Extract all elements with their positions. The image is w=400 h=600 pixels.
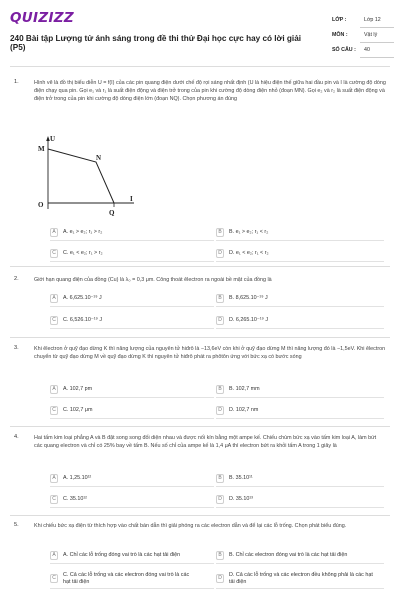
question-number: 3. [14,345,19,351]
option-key: D [216,574,224,583]
divider [50,306,214,307]
option-key: C [50,249,58,258]
option-text: C. 35.10¹² [63,496,87,502]
class-label: LỚP : [332,17,347,23]
divider [50,261,214,262]
divider [216,240,384,241]
option-key: A [50,385,58,394]
option-key: B [216,551,224,560]
divider [50,563,214,564]
count-value: 40 [364,47,370,53]
divider [50,486,214,487]
subject-value: Vật lý [364,32,378,38]
option-text: C. 102,7 μm [63,407,93,413]
y-axis-label: U [50,135,56,143]
page-title: 240 Bài tập Lượng tử ánh sáng trong đề thi thử Đại học cực hay có lời giải (P5) [10,34,302,52]
divider [216,261,384,262]
origin-label: O [38,201,44,209]
question-1 [10,79,390,269]
point-m-label: M [38,145,45,153]
divider [50,418,214,419]
question-text: Giới hạn quang điện của đồng (Cu) là λ₀ = 0,3 μm. Công thoát êlectron ra ngoài bề mặt của đồng là [34,277,272,283]
divider [216,397,384,398]
divider [216,328,384,329]
option-key: A [50,551,58,560]
question-4 [10,434,390,514]
class-value: Lớp 12 [364,17,381,23]
divider [216,563,384,564]
question-2 [10,276,390,338]
divider [216,418,384,419]
divider [216,507,384,508]
option-text: C. 6,526.10⁻¹⁹ J [63,317,103,323]
divider [50,240,214,241]
option-text: A. e₁ > e₂; r₁ > r₂ [63,229,103,235]
divider [360,57,394,58]
option-key: A [50,228,58,237]
point-n-label: N [96,154,102,162]
option-text: A. Chỉ các lỗ trống đóng vai trò là các hạt tải điện [63,552,181,558]
option-text: A. 1,25.10¹² [63,475,92,481]
option-text: D. 6,265.10⁻¹⁹ J [229,317,269,323]
u-i-graph [34,131,144,217]
option-text: C. Cả các lỗ trống và các electron đóng vai trò là các hạt tải điện [63,572,190,585]
option-key: B [216,385,224,394]
option-key: D [216,316,224,325]
question-text: Khi êlectron ở quỹ đạo dừng K thì năng lượng của nguyên tử hiđrô là −13,6eV còn khi ở quỹ đạo dừng M thì năng lượng đó là −1,5eV. Khi êlectron chuyển từ quỹ đạo dừng M về quỹ đạo dừng K thì nguyên tử hiđrô phát ra phôtôn ứng với bức xạ có bước sóng [34,346,386,361]
question-3 [10,345,390,425]
option-key: B [216,474,224,483]
divider [216,588,384,589]
question-text: Hình vẽ là đồ thị biểu diễn U = f(I) của các pin quang điện dưới chế độ rọi sáng nhất định (U là hiệu điện thế giữa hai đầu pin và I là cường độ dòng điện chạy qua pin. Gọi e₁ và r₁ là suất điện động và điện trở trong của pin khi cường độ dòng điện nhỏ (đoạn MN). Gọi e₂ và r₂ là suất điện động và điện trở trong của pin khi cường độ dòng điện lớn (đoạn NQ). Chọn phương án đúng [34,80,386,103]
option-text: B. 102,7 mm [229,386,260,392]
option-text: D. Cả các lỗ trống và các electron đều không phải là các hạt tải điện [229,572,373,585]
option-text: C. e₁ < e₂; r₁ > r₂ [63,250,103,256]
question-text: Khi chiếu bức xạ điện từ thích hợp vào chất bán dẫn thì giải phóng ra các electron dẫn và để lại các lỗ trống. Chọn phát biểu đúng. [34,523,347,529]
option-key: C [50,316,58,325]
option-key: A [50,474,58,483]
divider [50,397,214,398]
option-key: B [216,228,224,237]
option-text: B. 35.10¹¹ [229,475,253,481]
divider [50,588,214,589]
option-key: D [216,406,224,415]
option-key: C [50,406,58,415]
question-divider [10,515,390,516]
meta-class [328,13,394,28]
divider [216,486,384,487]
option-text: B. e₁ > e₂; r₁ < r₂ [229,229,269,235]
subject-label: MÔN : [332,32,348,38]
point-q-label: Q [109,209,115,217]
question-5 [10,522,390,598]
count-label: SỐ CÂU : [332,47,356,53]
option-text: A. 102,7 pm [63,386,93,392]
meta-count [328,43,394,58]
option-key: C [50,574,58,583]
option-text: D. 35.10¹³ [229,496,253,502]
question-divider [10,337,390,338]
question-text: Hai tấm kim loại phẳng A và B đặt song song đối diện nhau và được nối kín bằng một ampe kế. Chiếu chùm bức xạ vào tấm kim loại A, làm bứt các quang electron và chỉ có 25% bay về tấm B. Nếu số chỉ của ampe kế là 1,4 μA thì electron bứt ra khỏi tấm A trong 1 giây là [34,435,377,450]
header-divider [10,66,390,67]
question-number: 2. [14,276,19,282]
question-number: 5. [14,522,19,528]
header [0,0,400,62]
option-text: D. e₁ < e₂; r₁ < r₂ [229,250,269,256]
question-number: 4. [14,434,19,440]
meta-subject [328,28,394,43]
option-key: B [216,294,224,303]
divider [50,328,214,329]
question-number: 1. [14,79,19,85]
question-divider [10,266,390,267]
x-axis-label: I [130,195,133,203]
option-text: B. Chỉ các electron đóng vai trò là các hạt tải điện [229,552,348,558]
divider [216,306,384,307]
option-key: D [216,495,224,504]
divider [50,507,214,508]
option-text: B. 8,625.10⁻¹⁹ J [229,295,268,301]
quizizz-logo: QUIZIZZ [10,10,74,26]
option-text: A. 6,625.10⁻¹⁹ J [63,295,102,301]
option-text: D. 102,7 nm [229,407,259,413]
graph-curve [48,149,114,203]
option-key: A [50,294,58,303]
option-key: D [216,249,224,258]
option-key: C [50,495,58,504]
question-divider [10,426,390,427]
